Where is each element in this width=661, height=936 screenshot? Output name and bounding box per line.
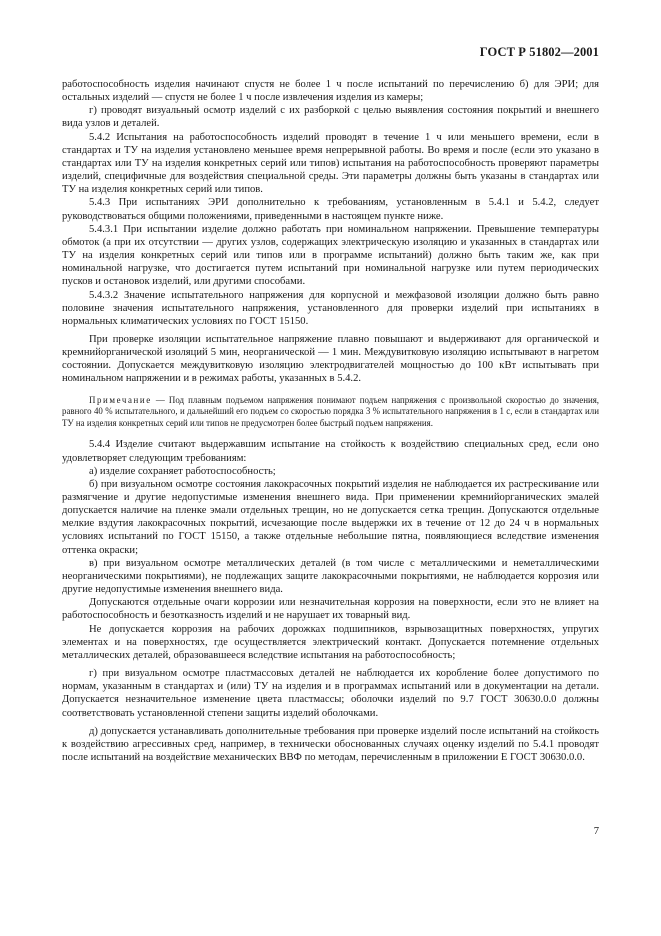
- paragraph: Не допускается коррозия на рабочих дорожках подшипников, взрывозащитных поверхностях, упругих элементах и на поверхностях, где осуществляется электрический контакт. Допускается потемнение отдельных металлических деталей, образовавшееся вследствие испытания на работоспособность;: [62, 623, 599, 661]
- paragraph: При проверке изоляции испытательное напряжение плавно повышают и выдерживают для органической и кремнийорганической изоляций 5 мин, неорганической — 1 мин. Междувитковую изоляцию испытывают в нагретом состоянии. Допускается междувитковую изоляцию электродвигателей мощностью до 100 кВт испытывать при номинальном напряжении и в режимах работы, указанных в 5.4.2.: [62, 333, 599, 385]
- document-code-header: ГОСТ Р 51802—2001: [479, 45, 599, 59]
- list-item: б) при визуальном осмотре состояния лакокрасочных покрытий изделия не наблюдается их растрескивание или размягчение и другие недопустимые изменения внешнего вида. При применении кремнийорганических эмалей допускается наличие на пленке эмали отдельных трещин, но не допускается сетка трещин. Допускаются отдельные мелкие вздутия лакокрасочных покрытий, исчезающие после выдержки их в течение от 12 до 24 ч в нормальных условиях испытаний по ГОСТ 15150, а также отдельные небольшие пятна, появляющиеся вследствие изменения оттенка окраски;: [62, 478, 599, 556]
- paragraph-5-4-3-2: 5.4.3.2 Значение испытательного напряжения для корпусной и межфазовой изоляции должно быть равно половине значения испытательного напряжения, установленного для проверки изделий при испытаниях в нормальных климатических условиях по ГОСТ 15150.: [62, 289, 599, 327]
- list-item: в) при визуальном осмотре металлических деталей (в том числе с металлическими и неметаллическими неорганическими покрытиями), не подлежащих защите лакокрасочными покрытиями, не наблюдается коррозия или другие недопустимые изменения внешнего вида.: [62, 557, 599, 596]
- document-body: [62, 78, 599, 764]
- paragraph-5-4-3: 5.4.3 При испытаниях ЭРИ дополнительно к требованиям, установленным в 5.4.1 и 5.4.2, следует руководствоваться общими положениями, приведенными в настоящем пункте ниже.: [62, 197, 599, 222]
- list-item: г) при визуальном осмотре пластмассовых деталей не наблюдается их коробление более допустимого по нормам, указанным в стандартах и (или) ТУ на изделия и в программах испытаний или в документации на детали. Допускается незначительное изменение цвета пластмассы; оболочки изделий по 9.7 ГОСТ 30630.0.0 должны соответствовать установленной степени защиты изделий оболочками.: [62, 668, 599, 719]
- paragraph: г) проводят визуальный осмотр изделий с их разборкой с целью выявления состояния покрытий и внешнего вида узлов и деталей.: [62, 105, 599, 130]
- note-text: — Под плавным подъемом напряжения понимают подъем напряжения с произвольной скоростью до значения, равного 40 % испытательного, и дальнейший его подъем со скоростью порядка 3 % испытательного напряжения в 1 с, если в стандартах или ТУ на изделия конкретных серий или типов не предусмотрен более быстрый подъем напряжения.: [62, 394, 599, 428]
- paragraph-5-4-4: 5.4.4 Изделие считают выдержавшим испытание на стойкость к воздействию специальных сред, если оно удовлетворяет следующим требованиям:: [62, 439, 599, 464]
- paragraph-5-4-3-1: 5.4.3.1 При испытании изделие должно работать при номинальном напряжении. Превышение температуры обмоток (а при их отсутствии — других узлов, содержащих электрическую изоляцию и указанных в стандартах или ТУ на изделия конкретных серий или типов или в программе испытаний) должно быть таким же, как при номинальной нагрузке, что достигается путем испытаний при номинальной нагрузке или путем периодических пусков и остановок изделий, или другими способами.: [62, 223, 599, 288]
- paragraph-5-4-2: 5.4.2 Испытания на работоспособность изделий проводят в течение 1 ч или меньшего времени, если в стандартах и ТУ на изделия установлено меньшее время непрерывной работы. Во время и после (если это указано в стандартах или ТУ на изделия конкретных серий или типов) испытания на работоспособность проверяют параметры изделий, специфичные для воздействия специальной среды. Эти параметры должны быть указаны в стандартах или ТУ на изделия конкретных серий или типов.: [62, 131, 599, 196]
- list-item: д) допускается устанавливать дополнительные требования при проверке изделий после испытаний на стойкость к воздействию агрессивных сред, например, в технически обоснованных случаях оценку изделий по 5.4.1 проводят после испытаний на воздействие механических ВВФ по методам, перечисленным в приложении Е ГОСТ 30630.0.0.: [62, 725, 599, 763]
- paragraph: работоспособность изделия начинают спустя не более 1 ч после испытаний по перечислению б) для ЭРИ; для остальных изделий — спустя не более 1 ч после извлечения изделия из камеры;: [62, 79, 599, 104]
- page-number: 7: [593, 826, 599, 837]
- note-block: [62, 395, 599, 430]
- list-item: а) изделие сохраняет работоспособность;: [89, 465, 276, 477]
- note-label: Примечание: [89, 394, 152, 405]
- paragraph: Допускаются отдельные очаги коррозии или незначительная коррозия на поверхности, если это не влияет на работоспособность и безотказность изделий и не нарушает их товарный вид.: [62, 597, 599, 622]
